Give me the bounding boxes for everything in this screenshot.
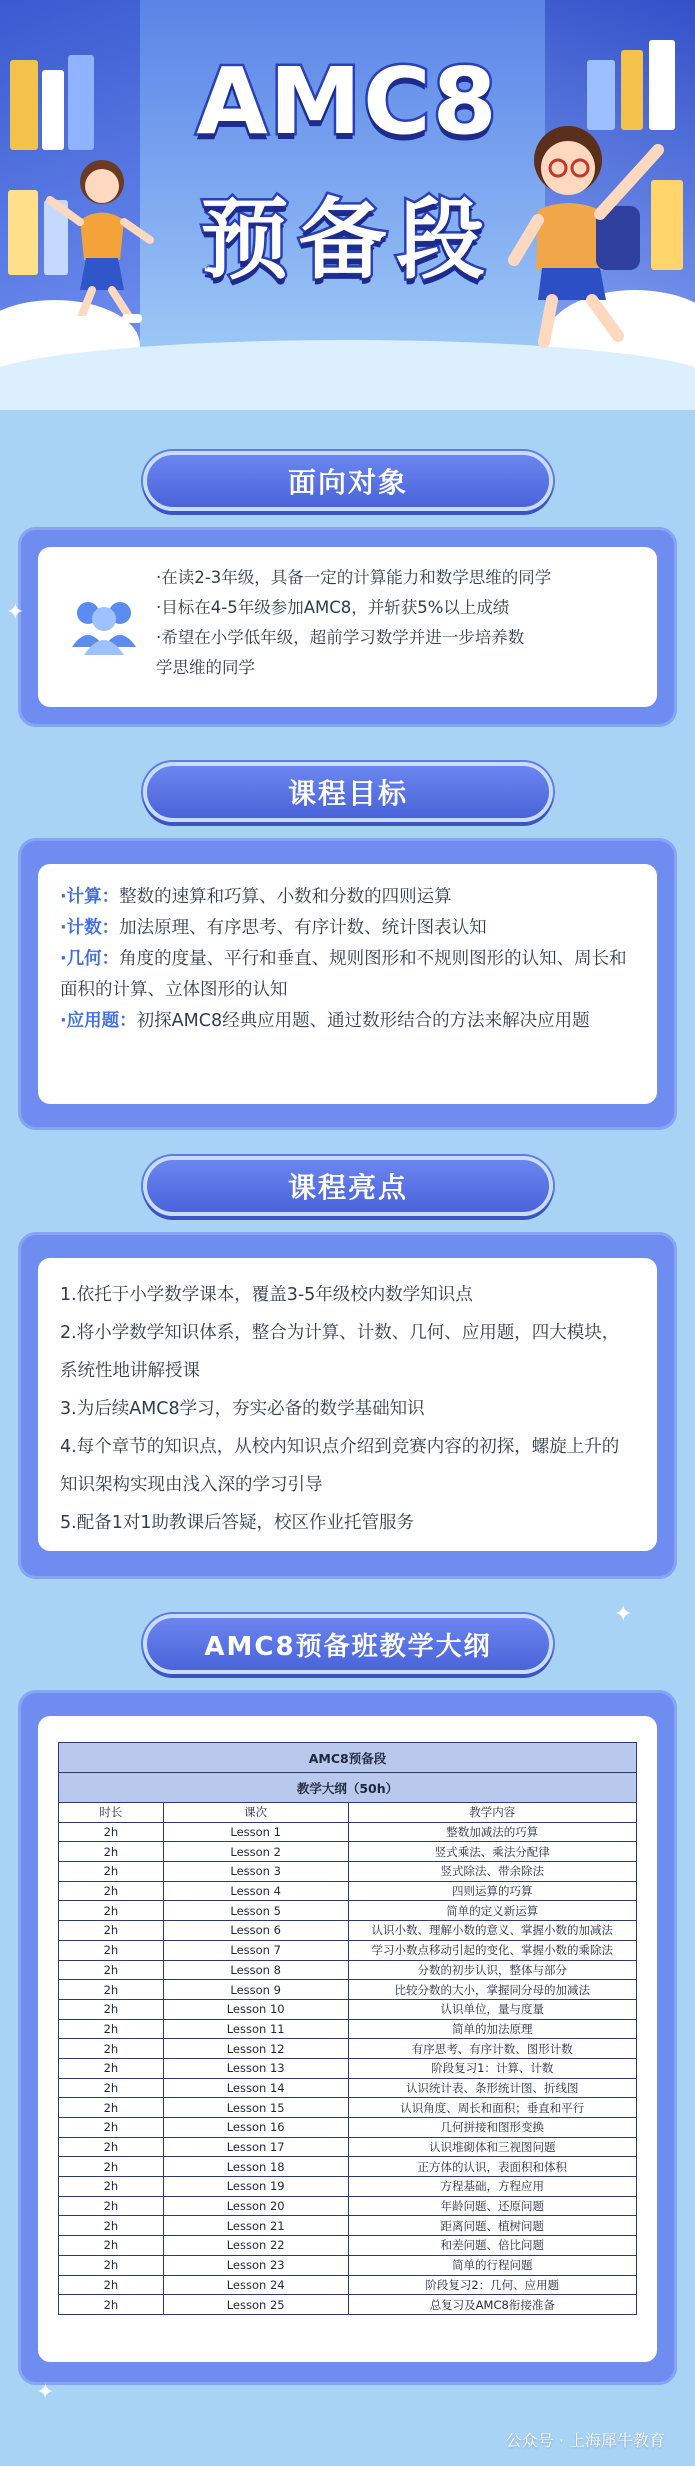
content-cell: 四则运算的巧算 <box>348 1881 636 1901</box>
goal-key: ·计数： <box>60 918 120 938</box>
content-cell: 简单的定义新运算 <box>348 1901 636 1921</box>
goal-item-geometry <box>60 944 635 1006</box>
table-row <box>59 2255 637 2275</box>
content-cell: 认识角度、周长和面积；垂直和平行 <box>348 2098 636 2118</box>
lesson-cell: Lesson 19 <box>163 2177 348 2197</box>
hero-banner <box>0 0 695 410</box>
highlight-item: 4.每个章节的知识点，从校内知识点介绍到竞赛内容的初探，螺旋上升的知识架构实现由浅入深的学习引导 <box>60 1437 620 1495</box>
table-row <box>59 1822 637 1842</box>
lesson-cell: Lesson 9 <box>163 1980 348 2000</box>
goals-panel <box>18 838 677 1130</box>
duration-cell: 2h <box>59 2157 164 2177</box>
table-row <box>59 1901 637 1921</box>
audience-list <box>156 563 639 683</box>
hero-floor <box>0 340 695 410</box>
lesson-cell: Lesson 5 <box>163 1901 348 1921</box>
lesson-cell: Lesson 1 <box>163 1822 348 1842</box>
content-cell: 整数加减法的巧算 <box>348 1822 636 1842</box>
duration-cell: 2h <box>59 1822 164 1842</box>
table-row <box>59 2295 637 2315</box>
goals-card <box>38 864 657 1104</box>
boy-character-illustration <box>508 110 678 350</box>
lesson-cell: Lesson 17 <box>163 2137 348 2157</box>
audience-item: 学思维的同学 <box>156 658 255 677</box>
table-row <box>59 2058 637 2078</box>
duration-cell: 2h <box>59 2039 164 2059</box>
sparkle-decoration: ✦ <box>614 1602 633 1627</box>
content-cell: 认识小数、理解小数的意义、掌握小数的加减法 <box>348 1921 636 1941</box>
table-row <box>59 2275 637 2295</box>
column-header: 课次 <box>163 1803 348 1823</box>
column-header: 教学内容 <box>348 1803 636 1823</box>
table-row <box>59 2216 637 2236</box>
lesson-cell: Lesson 23 <box>163 2255 348 2275</box>
goal-item-count <box>60 913 635 944</box>
section-heading-highlights: 课程亮点 <box>143 1156 553 1216</box>
lesson-cell: Lesson 21 <box>163 2216 348 2236</box>
lesson-cell: Lesson 4 <box>163 1881 348 1901</box>
audience-panel <box>18 527 677 727</box>
syllabus-table <box>58 1742 637 2315</box>
table-row <box>59 1960 637 1980</box>
wechat-watermark: 公众号 · 上海犀牛教育 <box>505 2431 665 2450</box>
lesson-cell: Lesson 18 <box>163 2157 348 2177</box>
content-cell: 认识统计表、条形统计图、折线图 <box>348 2078 636 2098</box>
lesson-cell: Lesson 6 <box>163 1921 348 1941</box>
lesson-cell: Lesson 25 <box>163 2295 348 2315</box>
table-header-row <box>59 1803 637 1823</box>
lesson-cell: Lesson 3 <box>163 1862 348 1882</box>
table-subtitle: 教学大纲（50h） <box>59 1773 637 1803</box>
table-row <box>59 1940 637 1960</box>
content-cell: 和差问题、倍比问题 <box>348 2236 636 2256</box>
duration-cell: 2h <box>59 1999 164 2019</box>
duration-cell: 2h <box>59 2236 164 2256</box>
content-cell: 简单的加法原理 <box>348 2019 636 2039</box>
duration-cell: 2h <box>59 2177 164 2197</box>
lesson-cell: Lesson 11 <box>163 2019 348 2039</box>
table-row <box>59 2118 637 2138</box>
lesson-cell: Lesson 14 <box>163 2078 348 2098</box>
content-cell: 距离问题、植树问题 <box>348 2216 636 2236</box>
table-row <box>59 2177 637 2197</box>
content-cell: 认识堆砌体和三视图问题 <box>348 2137 636 2157</box>
audience-item: ·在读2-3年级，具备一定的计算能力和数学思维的同学 <box>156 568 552 587</box>
lesson-cell: Lesson 13 <box>163 2058 348 2078</box>
goal-text: 加法原理、有序思考、有序计数、统计图表认知 <box>119 918 487 938</box>
duration-cell: 2h <box>59 2137 164 2157</box>
duration-cell: 2h <box>59 1940 164 1960</box>
content-cell: 正方体的认识，表面积和体积 <box>348 2157 636 2177</box>
syllabus-panel <box>18 1690 677 2385</box>
column-header: 时长 <box>59 1803 164 1823</box>
content-cell: 简单的行程问题 <box>348 2255 636 2275</box>
goal-key: ·几何： <box>60 949 120 969</box>
duration-cell: 2h <box>59 1862 164 1882</box>
group-users-icon <box>68 589 140 661</box>
content-cell: 阶段复习1：计算、计数 <box>348 2058 636 2078</box>
lesson-cell: Lesson 22 <box>163 2236 348 2256</box>
audience-item: ·希望在小学低年级，超前学习数学并进一步培养数 <box>156 628 525 647</box>
goal-text: 角度的度量、平行和垂直、规则图形和不规则图形的认知、周长和面积的计算、立体图形的认知 <box>60 949 627 1000</box>
table-row <box>59 2196 637 2216</box>
duration-cell: 2h <box>59 2196 164 2216</box>
duration-cell: 2h <box>59 1901 164 1921</box>
table-row <box>59 1921 637 1941</box>
duration-cell: 2h <box>59 1921 164 1941</box>
lesson-cell: Lesson 8 <box>163 1960 348 1980</box>
lesson-cell: Lesson 2 <box>163 1842 348 1862</box>
lesson-cell: Lesson 12 <box>163 2039 348 2059</box>
duration-cell: 2h <box>59 2078 164 2098</box>
syllabus-table-body <box>59 1822 637 2314</box>
highlights-card <box>38 1258 657 1551</box>
duration-cell: 2h <box>59 1842 164 1862</box>
content-cell: 阶段复习2：几何、应用题 <box>348 2275 636 2295</box>
table-row <box>59 2039 637 2059</box>
goal-item-compute <box>60 882 635 913</box>
hero-subtitle: 预备段 <box>200 188 495 291</box>
duration-cell: 2h <box>59 2098 164 2118</box>
duration-cell: 2h <box>59 1980 164 2000</box>
duration-cell: 2h <box>59 2019 164 2039</box>
table-row <box>59 2098 637 2118</box>
audience-card <box>38 547 657 707</box>
content-cell: 学习小数点移动引起的变化、掌握小数的乘除法 <box>348 1940 636 1960</box>
highlights-panel <box>18 1232 677 1579</box>
highlight-item: 2.将小学数学知识体系，整合为计算、计数、几何、应用题，四大模块，系统性地讲解授课 <box>60 1323 620 1381</box>
table-row <box>59 2157 637 2177</box>
section-heading-goals: 课程目标 <box>143 762 553 822</box>
sparkle-decoration: ✦ <box>6 600 25 625</box>
lesson-cell: Lesson 16 <box>163 2118 348 2138</box>
lesson-cell: Lesson 10 <box>163 1999 348 2019</box>
content-cell: 总复习及AMC8衔接准备 <box>348 2295 636 2315</box>
table-row <box>59 1862 637 1882</box>
hero-title: AMC8 <box>196 48 499 155</box>
duration-cell: 2h <box>59 2255 164 2275</box>
content-cell: 比较分数的大小，掌握同分母的加减法 <box>348 1980 636 2000</box>
duration-cell: 2h <box>59 2275 164 2295</box>
content-cell: 年龄问题、还原问题 <box>348 2196 636 2216</box>
goal-key: ·计算： <box>60 887 120 907</box>
section-heading-audience: 面向对象 <box>143 451 553 511</box>
duration-cell: 2h <box>59 2295 164 2315</box>
content-cell: 认识单位，量与度量 <box>348 1999 636 2019</box>
goal-text: 整数的速算和巧算、小数和分数的四则运算 <box>119 887 452 907</box>
lesson-cell: Lesson 24 <box>163 2275 348 2295</box>
lesson-cell: Lesson 20 <box>163 2196 348 2216</box>
goal-text: 初探AMC8经典应用题、通过数形结合的方法来解决应用题 <box>136 1011 590 1031</box>
content-cell: 有序思考、有序计数、图形计数 <box>348 2039 636 2059</box>
table-row <box>59 1999 637 2019</box>
table-row <box>59 1980 637 2000</box>
table-title: AMC8预备段 <box>59 1743 637 1773</box>
audience-item: ·目标在4-5年级参加AMC8，并斩获5%以上成绩 <box>156 598 510 617</box>
duration-cell: 2h <box>59 1960 164 1980</box>
girl-character-illustration <box>40 150 160 330</box>
lesson-cell: Lesson 15 <box>163 2098 348 2118</box>
table-row <box>59 1842 637 1862</box>
table-row <box>59 2236 637 2256</box>
goal-key: ·应用题： <box>60 1011 137 1031</box>
content-cell: 方程基础，方程应用 <box>348 2177 636 2197</box>
highlight-item: 5.配备1对1助教课后答疑，校区作业托管服务 <box>60 1513 414 1533</box>
lesson-cell: Lesson 7 <box>163 1940 348 1960</box>
highlight-item: 3.为后续AMC8学习，夯实必备的数学基础知识 <box>60 1399 425 1419</box>
duration-cell: 2h <box>59 2118 164 2138</box>
duration-cell: 2h <box>59 2216 164 2236</box>
table-row <box>59 2019 637 2039</box>
table-row <box>59 1881 637 1901</box>
highlight-item: 1.依托于小学数学课本，覆盖3-5年级校内数学知识点 <box>60 1285 473 1305</box>
content-cell: 竖式除法、带余除法 <box>348 1862 636 1882</box>
duration-cell: 2h <box>59 1881 164 1901</box>
section-heading-syllabus: AMC8预备班教学大纲 <box>143 1614 553 1674</box>
content-cell: 竖式乘法、乘法分配律 <box>348 1842 636 1862</box>
duration-cell: 2h <box>59 2058 164 2078</box>
table-row <box>59 2137 637 2157</box>
goal-item-word-problems <box>60 1006 635 1037</box>
sparkle-decoration: ✦ <box>36 2380 55 2405</box>
table-row <box>59 2078 637 2098</box>
content-cell: 分数的初步认识，整体与部分 <box>348 1960 636 1980</box>
content-cell: 几何拼接和图形变换 <box>348 2118 636 2138</box>
